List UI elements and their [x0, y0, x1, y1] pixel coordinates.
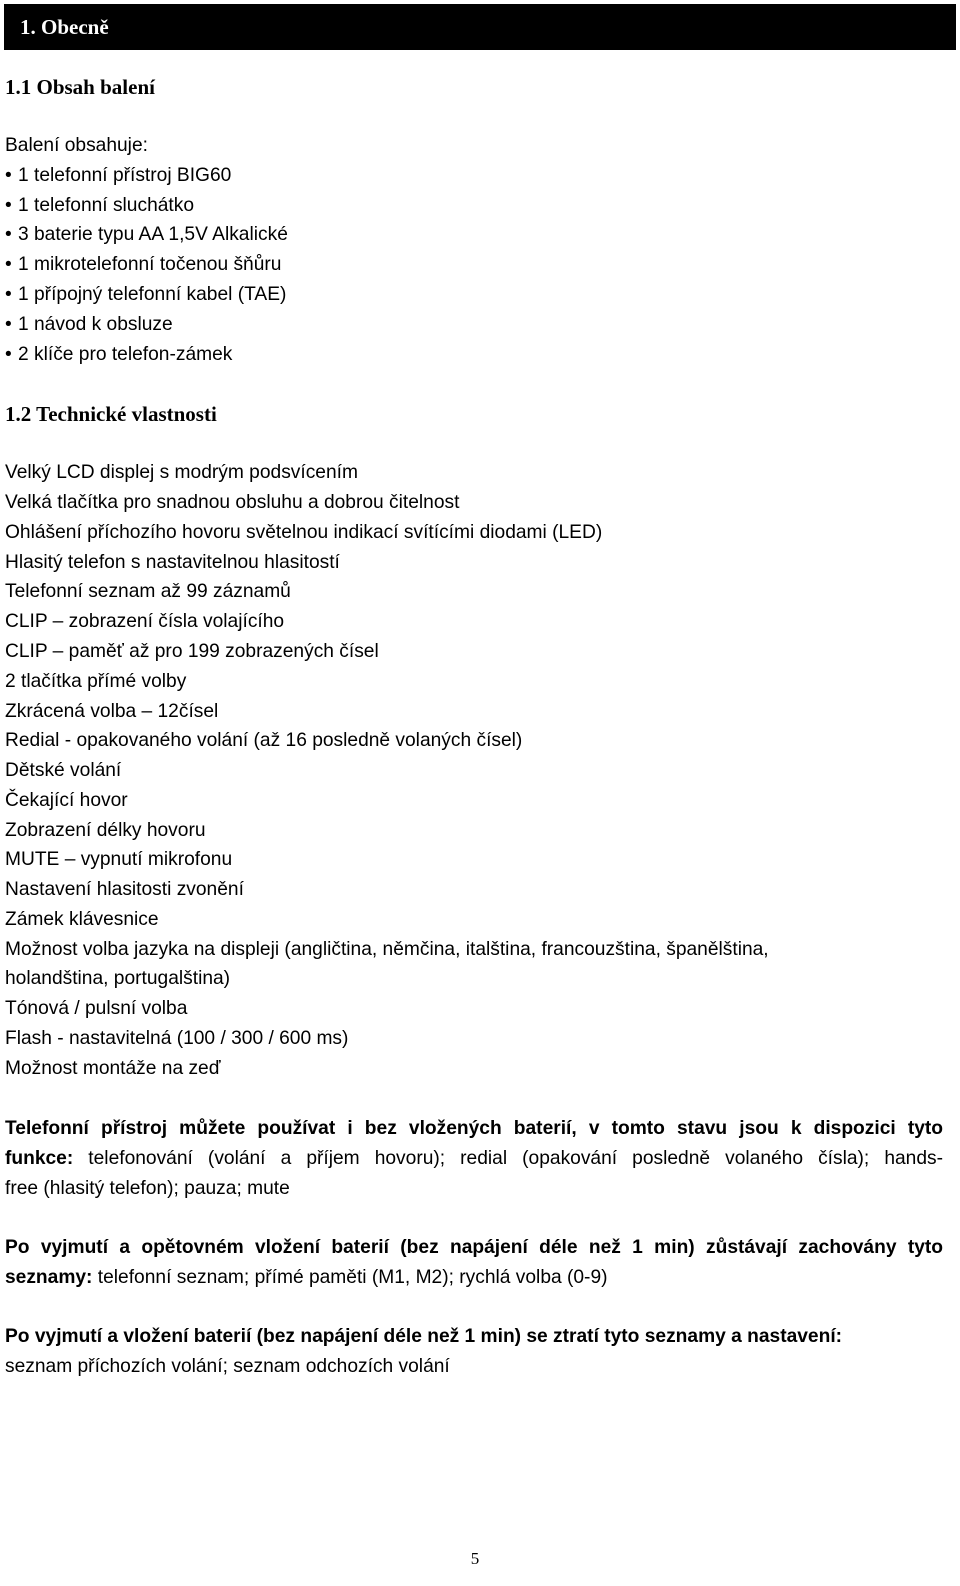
feature-line: holandština, portugalština) — [5, 968, 231, 989]
note-text: seznam příchozích volání; seznam odchozích volání — [5, 1356, 450, 1377]
note-bold-text: Po vyjmutí a vložení baterií (bez napájení déle než 1 min) se ztratí tyto seznamy a nastavení: — [5, 1326, 843, 1347]
feature-line: 2 tlačítka přímé volby — [5, 671, 187, 692]
feature-line: CLIP – paměť až pro 199 zobrazených čísel — [5, 641, 379, 662]
note-line — [5, 1352, 943, 1382]
feature-line: MUTE – vypnutí mikrofonu — [5, 849, 233, 870]
list-item — [5, 250, 281, 280]
feature-line: Flash - nastavitelná (100 / 300 / 600 ms) — [5, 1028, 349, 1049]
feature-line: Zkrácená volba – 12čísel — [5, 701, 219, 722]
note-bold-text: Telefonní přístroj můžete používat i bez vložených baterií, v tomto stavu jsou k dispozici tyto — [5, 1118, 943, 1139]
bullet-icon: • — [5, 284, 12, 305]
list-item-text: 2 klíče pro telefon-zámek — [18, 344, 233, 365]
list-item — [5, 220, 288, 250]
list-item-text: 1 přípojný telefonní kabel (TAE) — [18, 284, 287, 305]
feature-line: Telefonní seznam až 99 záznamů — [5, 581, 291, 602]
list-item — [5, 191, 194, 221]
note-text: telefonování (volání a příjem hovoru); redial (opakování posledně volaného čísla); hands- — [73, 1148, 943, 1169]
feature-line: Hlasitý telefon s nastavitelnou hlasitostí — [5, 552, 340, 573]
note-line — [5, 1174, 943, 1204]
note-line — [5, 1322, 943, 1352]
note-bold-text: Po vyjmutí a opětovném vložení baterií (bez napájení déle než 1 min) zůstávají zachovány tyto — [5, 1237, 943, 1258]
list-item-text: 1 telefonní sluchátko — [18, 195, 195, 216]
feature-line: Velká tlačítka pro snadnou obsluhu a dobrou čitelnost — [5, 492, 460, 513]
section-heading-contents: 1.1 Obsah balení — [5, 75, 155, 99]
feature-line: Tónová / pulsní volba — [5, 998, 188, 1019]
feature-line: Zámek klávesnice — [5, 909, 159, 930]
feature-line: Ohlášení příchozího hovoru světelnou indikací svítícími diodami (LED) — [5, 522, 603, 543]
list-item — [5, 340, 232, 370]
bullet-icon: • — [5, 195, 12, 216]
bullet-icon: • — [5, 254, 12, 275]
chapter-title: 1. Obecně — [20, 15, 109, 39]
feature-line: Dětské volání — [5, 760, 122, 781]
feature-line: Čekající hovor — [5, 790, 128, 811]
feature-line: Velký LCD displej s modrým podsvícením — [5, 462, 358, 483]
feature-line: Možnost montáže na zeď — [5, 1058, 221, 1079]
feature-line: Zobrazení délky hovoru — [5, 820, 206, 841]
note-line — [5, 1114, 943, 1144]
note-text: free (hlasitý telefon); pauza; mute — [5, 1178, 290, 1199]
bullet-icon: • — [5, 224, 12, 245]
feature-line: Nastavení hlasitosti zvonění — [5, 879, 244, 900]
note-text: telefonní seznam; přímé paměti (M1, M2); rychlá volba (0-9) — [92, 1267, 608, 1288]
note-bold-text: seznamy: — [5, 1267, 93, 1288]
section-heading-technical: 1.2 Technické vlastnosti — [5, 402, 217, 426]
feature-line: CLIP – zobrazení čísla volajícího — [5, 611, 285, 632]
note-line — [5, 1144, 943, 1174]
note-line — [5, 1263, 943, 1293]
note-bold-text: funkce: — [5, 1148, 74, 1169]
chapter-header-bar — [4, 4, 956, 50]
bullet-icon: • — [5, 344, 12, 365]
bullet-icon: • — [5, 314, 12, 335]
list-item-text: 1 návod k obsluze — [18, 314, 173, 335]
note-line — [5, 1233, 943, 1263]
feature-line: Možnost volba jazyka na displeji (angličtina, němčina, italština, francouzština, španělština, — [5, 939, 769, 960]
page-number: 5 — [470, 1549, 480, 1568]
list-item — [5, 161, 231, 191]
list-item-text: 1 mikrotelefonní točenou šňůru — [18, 254, 282, 275]
feature-line: Redial - opakovaného volání (až 16 posledně volaných čísel) — [5, 730, 523, 751]
contents-intro: Balení obsahuje: — [5, 135, 148, 156]
list-item — [5, 310, 173, 340]
list-item-text: 3 baterie typu AA 1,5V Alkalické — [18, 224, 288, 245]
list-item — [5, 280, 286, 310]
bullet-icon: • — [5, 165, 12, 186]
list-item-text: 1 telefonní přístroj BIG60 — [18, 165, 232, 186]
